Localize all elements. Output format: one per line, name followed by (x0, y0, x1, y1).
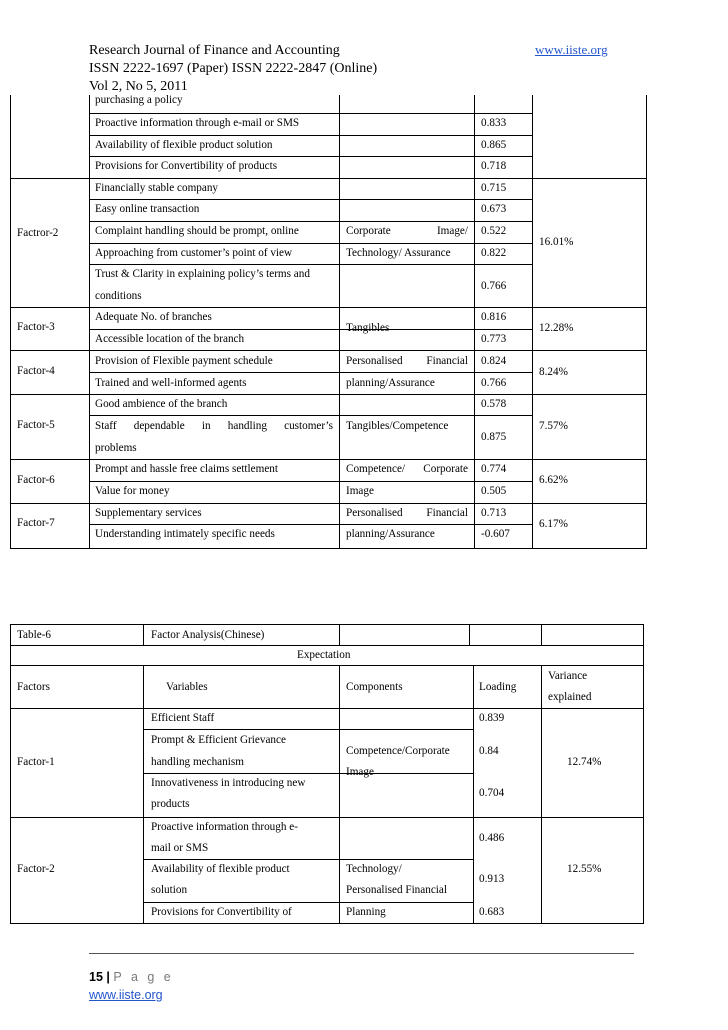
journal-url-link[interactable]: www.iiste.org (535, 42, 608, 57)
loading-cell: 0.578 (481, 398, 507, 410)
journal-volume: Vol 2, No 5, 2011 (89, 79, 188, 94)
row-rule (89, 524, 532, 525)
variable-cell: purchasing a policy (95, 94, 183, 106)
table-divider (339, 624, 340, 645)
variable-cell: Proactive information through e-mail or SMS (95, 117, 300, 129)
column-header: Variables (166, 681, 208, 693)
page-word: P a g e (113, 970, 174, 984)
component-cell: Technology/ Assurance (346, 247, 451, 259)
table-border-right (643, 624, 644, 924)
variable-cell: Proactive information through e- (151, 821, 298, 833)
table-divider (143, 624, 144, 645)
component-cell (346, 506, 468, 520)
loading-cell: 0.773 (481, 333, 507, 345)
variance-cell: 6.17% (539, 518, 568, 530)
footer-url-link[interactable]: www.iiste.org (89, 988, 163, 1002)
loading-cell: 0.704 (479, 787, 505, 799)
variable-cell: Financially stable company (95, 182, 219, 194)
row-rule (89, 113, 532, 114)
factor-rule (10, 459, 647, 460)
factor-label: Factror-2 (17, 227, 59, 239)
variable-cell: conditions (95, 290, 142, 302)
variance-cell: 12.74% (567, 756, 602, 768)
factor-label: Factor-5 (17, 419, 55, 431)
footer-divider (89, 953, 634, 954)
journal-issn: ISSN 2222-1697 (Paper) ISSN 2222-2847 (Online) (89, 61, 378, 76)
table-border-right (646, 95, 647, 549)
factor-rule (10, 307, 647, 308)
factor-rule (10, 503, 647, 504)
variable-cell: Availability of flexible product solution (95, 139, 273, 151)
variable-cell: Provision of Flexible payment schedule (95, 355, 273, 367)
loading-cell: 0.774 (481, 463, 507, 475)
table-divider (473, 665, 474, 923)
row-rule (143, 902, 473, 903)
loading-cell: 0.875 (481, 431, 507, 443)
loading-cell: 0.766 (481, 280, 507, 292)
variable-cell: Good ambience of the branch (95, 398, 228, 410)
loading-cell: 0.505 (481, 485, 507, 497)
variable-cell: Innovativeness in introducing new (151, 777, 306, 789)
factor-label: Factor-4 (17, 365, 55, 377)
table-border-left (10, 95, 11, 549)
variable-cell: Understanding intimately specific needs (95, 528, 275, 540)
factor-rule (10, 350, 647, 351)
variance-cell: 16.01% (539, 236, 574, 248)
row-rule (89, 135, 532, 136)
column-header: explained (548, 691, 592, 703)
table-divider (143, 665, 144, 923)
column-header: Variance (548, 670, 588, 682)
factor-label: Factor-7 (17, 517, 55, 529)
row-rule (143, 773, 473, 774)
component-cell (346, 462, 468, 476)
column-header: Loading (479, 681, 517, 693)
variance-cell: 12.55% (567, 863, 602, 875)
loading-cell: 0.522 (481, 225, 507, 237)
row-rule (143, 729, 473, 730)
variable-cell: Supplementary services (95, 507, 202, 519)
table-divider (541, 624, 542, 645)
component-word: Corporate (423, 463, 468, 475)
row-rule (89, 243, 532, 244)
factor-label: Factor-3 (17, 321, 55, 333)
loading-cell: 0.486 (479, 832, 505, 844)
component-cell: Image (346, 766, 374, 778)
component-word: Corporate (346, 225, 391, 237)
loading-cell: 0.673 (481, 203, 507, 215)
loading-cell: -0.607 (481, 528, 510, 540)
variable-cell: problems (95, 442, 137, 454)
page-number: 15 (89, 970, 103, 984)
variable-cell: Provisions for Convertibility of (151, 906, 292, 918)
table-border-left (10, 624, 11, 924)
row-rule (89, 199, 532, 200)
page-separator: | (106, 970, 110, 984)
variance-cell: 7.57% (539, 420, 568, 432)
row-rule (89, 156, 532, 157)
variance-cell: 12.28% (539, 322, 574, 334)
loading-cell: 0.718 (481, 160, 507, 172)
component-cell: Image (346, 485, 374, 497)
variable-cell: Provisions for Convertibility of products (95, 160, 278, 172)
table-label: Table-6 (17, 629, 52, 641)
variable-cell: solution (151, 884, 188, 896)
factor-rule (10, 817, 644, 818)
component-word: Image/ (436, 225, 468, 237)
component-cell: Planning (346, 906, 386, 918)
variable-cell: mail or SMS (151, 842, 209, 854)
loading-cell: 0.715 (481, 182, 507, 194)
component-word: Competence/ (346, 463, 406, 475)
component-cell: Competence/Corporate (346, 745, 450, 757)
loading-cell: 0.683 (479, 906, 505, 918)
factor-label: Factor-2 (17, 863, 55, 875)
variance-cell: 8.24% (539, 366, 568, 378)
table-divider (469, 624, 470, 645)
page-footer (89, 970, 174, 984)
table-caption: Factor Analysis(Chinese) (151, 629, 265, 641)
row-rule (89, 415, 532, 416)
loading-cell: 0.84 (479, 745, 499, 757)
variable-cell: Availability of flexible product (151, 863, 290, 875)
factor-rule (10, 394, 647, 395)
table-border-bottom (10, 548, 647, 549)
row-rule (143, 859, 473, 860)
section-heading: Expectation (297, 649, 351, 661)
variable-cell: Accessible location of the branch (95, 333, 245, 345)
component-cell (346, 354, 468, 368)
row-rule (89, 221, 532, 222)
component-cell: Tangibles/Competence (346, 420, 449, 432)
variable-word: Staff (95, 420, 117, 432)
factor-rule (10, 178, 647, 179)
table-divider (541, 665, 542, 923)
loading-cell: 0.913 (479, 873, 505, 885)
variable-cell: Approaching from customer’s point of view (95, 247, 293, 259)
variance-cell: 6.62% (539, 474, 568, 486)
loading-cell: 0.839 (479, 712, 505, 724)
variable-cell: Trained and well-informed agents (95, 377, 247, 389)
component-cell: Personalised Financial (346, 884, 447, 896)
table-divider (532, 95, 533, 549)
variable-cell: Efficient Staff (151, 712, 215, 724)
component-cell: Tangibles (346, 322, 390, 334)
variable-cell: Prompt & Efficient Grievance (151, 734, 286, 746)
component-word: Financial (426, 355, 468, 367)
loading-cell: 0.816 (481, 311, 507, 323)
header-rule (10, 708, 644, 709)
loading-cell: 0.865 (481, 139, 507, 151)
component-word: Personalised (346, 355, 403, 367)
row-rule (89, 481, 532, 482)
factor-label: Factor-1 (17, 756, 55, 768)
journal-title: Research Journal of Finance and Accounting (89, 43, 340, 58)
row-rule (10, 645, 644, 646)
loading-cell: 0.822 (481, 247, 507, 259)
variable-cell: Easy online transaction (95, 203, 200, 215)
table-border-bottom (10, 923, 644, 924)
component-cell (346, 224, 468, 238)
variable-cell: handling mechanism (151, 756, 244, 768)
loading-cell: 0.824 (481, 355, 507, 367)
component-word: Personalised (346, 507, 403, 519)
variable-cell: Trust & Clarity in explaining policy’s terms and (95, 268, 310, 280)
variable-cell: Adequate No. of branches (95, 311, 212, 323)
variable-word: handling (227, 420, 267, 432)
variable-cell: Complaint handling should be prompt, online (95, 225, 299, 237)
column-header: Components (346, 681, 403, 693)
table-border-top (10, 624, 644, 625)
variable-word: customer’s (284, 420, 333, 432)
row-rule (89, 329, 532, 330)
variable-cell (95, 419, 333, 433)
table-divider (339, 665, 340, 923)
variable-word: dependable (133, 420, 185, 432)
row-rule (89, 264, 532, 265)
variable-cell: Value for money (95, 485, 170, 497)
component-word: Financial (426, 507, 468, 519)
variable-cell: Prompt and hassle free claims settlement (95, 463, 278, 475)
variable-cell: products (151, 798, 190, 810)
row-rule (10, 665, 644, 666)
row-rule (89, 372, 532, 373)
component-cell: planning/Assurance (346, 377, 435, 389)
variable-word: in (201, 420, 211, 432)
component-cell: planning/Assurance (346, 528, 435, 540)
column-header: Factors (17, 681, 50, 693)
loading-cell: 0.833 (481, 117, 507, 129)
factor-label: Factor-6 (17, 474, 55, 486)
loading-cell: 0.766 (481, 377, 507, 389)
component-cell: Technology/ (346, 863, 402, 875)
loading-cell: 0.713 (481, 507, 507, 519)
